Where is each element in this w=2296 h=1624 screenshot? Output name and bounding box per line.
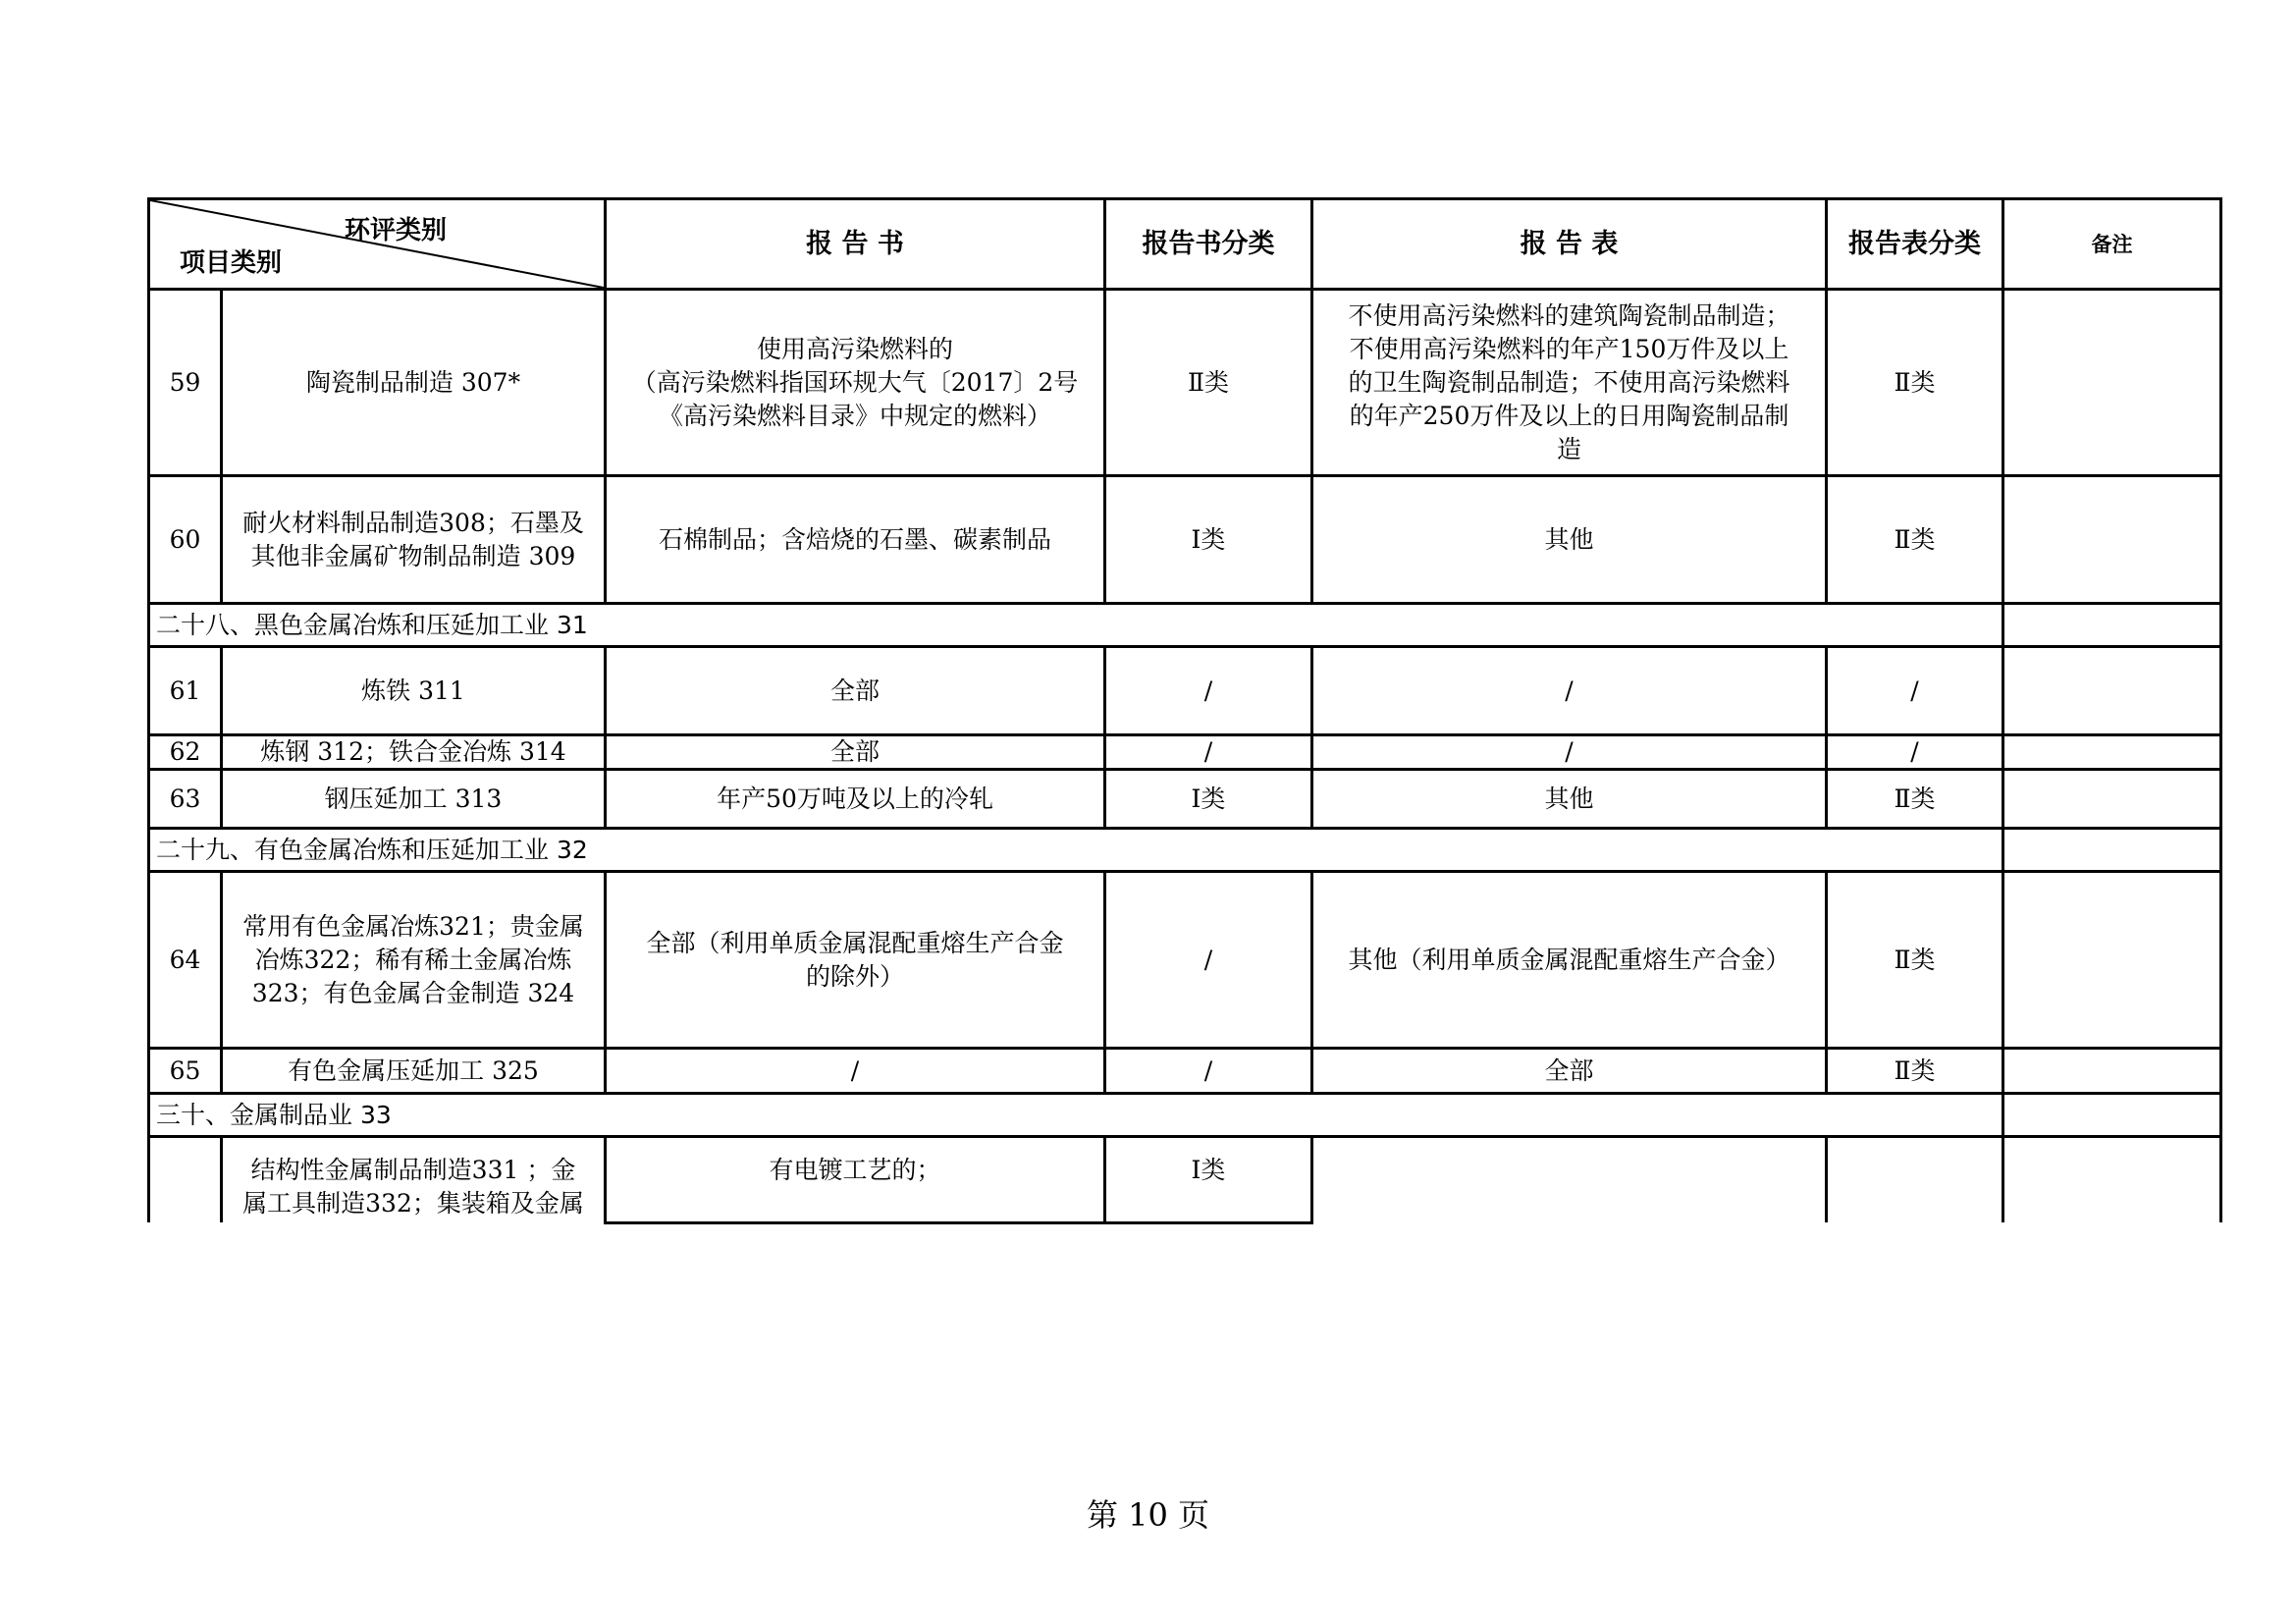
report-book-class-cell: / [1105,647,1312,735]
remark-cell [2003,476,2221,604]
report-book-cell: 使用高污染燃料的 （高污染燃料指国环规大气〔2017〕2号 《高污染燃料目录》中规定的燃料） [606,290,1105,476]
row-number: 59 [149,290,222,476]
remark-cell [2003,770,2221,829]
row-number: 62 [149,735,222,770]
report-form-cell [1312,1137,1827,1223]
project-category: 有色金属压延加工 325 [222,1049,606,1094]
remark-cell [2003,872,2221,1049]
remark-cell [2003,647,2221,735]
report-form-class-cell: Ⅱ类 [1827,872,2003,1049]
remark-cell [2003,1137,2221,1223]
classification-table [147,197,2222,1224]
report-form-cell: 全部 [1312,1049,1827,1094]
remark-header: 备注 [2003,199,2221,290]
report-book-cell: 年产50万吨及以上的冷轧 [606,770,1105,829]
table-row [149,1137,2221,1223]
table-row [149,290,2221,476]
project-category: 陶瓷制品制造 307* [222,290,606,476]
row-number: 60 [149,476,222,604]
report-form-header: 报 告 表 [1312,199,1827,290]
project-category: 结构性金属制品制造331 ；金 属工具制造332；集装箱及金属 [222,1137,606,1223]
row-number: 64 [149,872,222,1049]
report-book-cell: 石棉制品；含焙烧的石墨、碳素制品 [606,476,1105,604]
remark-cell [2003,735,2221,770]
remark-cell [2003,1049,2221,1094]
report-form-cell: 其他 [1312,476,1827,604]
report-book-class-cell: Ⅰ类 [1105,476,1312,604]
project-category: 钢压延加工 313 [222,770,606,829]
report-form-cell: / [1312,647,1827,735]
project-category-label: 项目类别 [180,248,283,278]
report-book-header: 报 告 书 [606,199,1105,290]
row-number: 61 [149,647,222,735]
section-title: 二十九、有色金属冶炼和压延加工业 32 [149,829,2003,872]
row-number [149,1137,222,1223]
table-row [149,872,2221,1049]
project-category: 炼钢 312；铁合金冶炼 314 [222,735,606,770]
report-form-cell: 不使用高污染燃料的建筑陶瓷制品制造； 不使用高污染燃料的年产150万件及以上 的卫生陶瓷制品制造；不使用高污染燃料 的年产250万件及以上的日用陶瓷制品制 造 [1312,290,1827,476]
report-form-cell: / [1312,735,1827,770]
section-title: 三十、金属制品业 33 [149,1094,2003,1137]
section-title: 二十八、黑色金属冶炼和压延加工业 31 [149,604,2003,647]
report-form-cell: 其他（利用单质金属混配重熔生产合金） [1312,872,1827,1049]
report-book-class-cell: Ⅰ类 [1105,770,1312,829]
report-book-class-cell: Ⅱ类 [1105,290,1312,476]
report-form-class-cell: Ⅱ类 [1827,290,2003,476]
row-number: 65 [149,1049,222,1094]
diagonal-header-cell [149,199,606,290]
table-row [149,770,2221,829]
page-number: 第 10 页 [1086,1496,1210,1534]
report-book-cell: 全部（利用单质金属混配重熔生产合金 的除外） [606,872,1105,1049]
project-category: 常用有色金属冶炼321；贵金属 冶炼322；稀有稀土金属冶炼 323；有色金属合金制造 324 [222,872,606,1049]
row-number: 63 [149,770,222,829]
report-form-class-cell: / [1827,647,2003,735]
remark-cell [2003,604,2221,647]
table-row [149,647,2221,735]
eia-category-label: 环评类别 [344,216,447,245]
header-row [149,199,2221,290]
remark-cell [2003,829,2221,872]
report-book-class-header: 报告书分类 [1105,199,1312,290]
report-book-class-cell: / [1105,735,1312,770]
project-category: 炼铁 311 [222,647,606,735]
report-book-cell: / [606,1049,1105,1094]
report-form-class-header: 报告表分类 [1827,199,2003,290]
table-row [149,735,2221,770]
report-form-class-cell: Ⅱ类 [1827,476,2003,604]
section-row [149,1094,2221,1137]
report-book-cell: 有电镀工艺的； [606,1137,1105,1223]
table-row [149,1049,2221,1094]
report-book-class-cell: Ⅰ类 [1105,1137,1312,1223]
project-category: 耐火材料制品制造308；石墨及 其他非金属矿物制品制造 309 [222,476,606,604]
section-row [149,829,2221,872]
report-book-class-cell: / [1105,1049,1312,1094]
report-form-class-cell: / [1827,735,2003,770]
table-row [149,476,2221,604]
section-row [149,604,2221,647]
remark-cell [2003,1094,2221,1137]
remark-cell [2003,290,2221,476]
report-book-cell: 全部 [606,647,1105,735]
report-form-cell: 其他 [1312,770,1827,829]
report-form-class-cell: Ⅱ类 [1827,770,2003,829]
report-book-cell: 全部 [606,735,1105,770]
report-form-class-cell: Ⅱ类 [1827,1049,2003,1094]
report-form-class-cell [1827,1137,2003,1223]
report-book-class-cell: / [1105,872,1312,1049]
